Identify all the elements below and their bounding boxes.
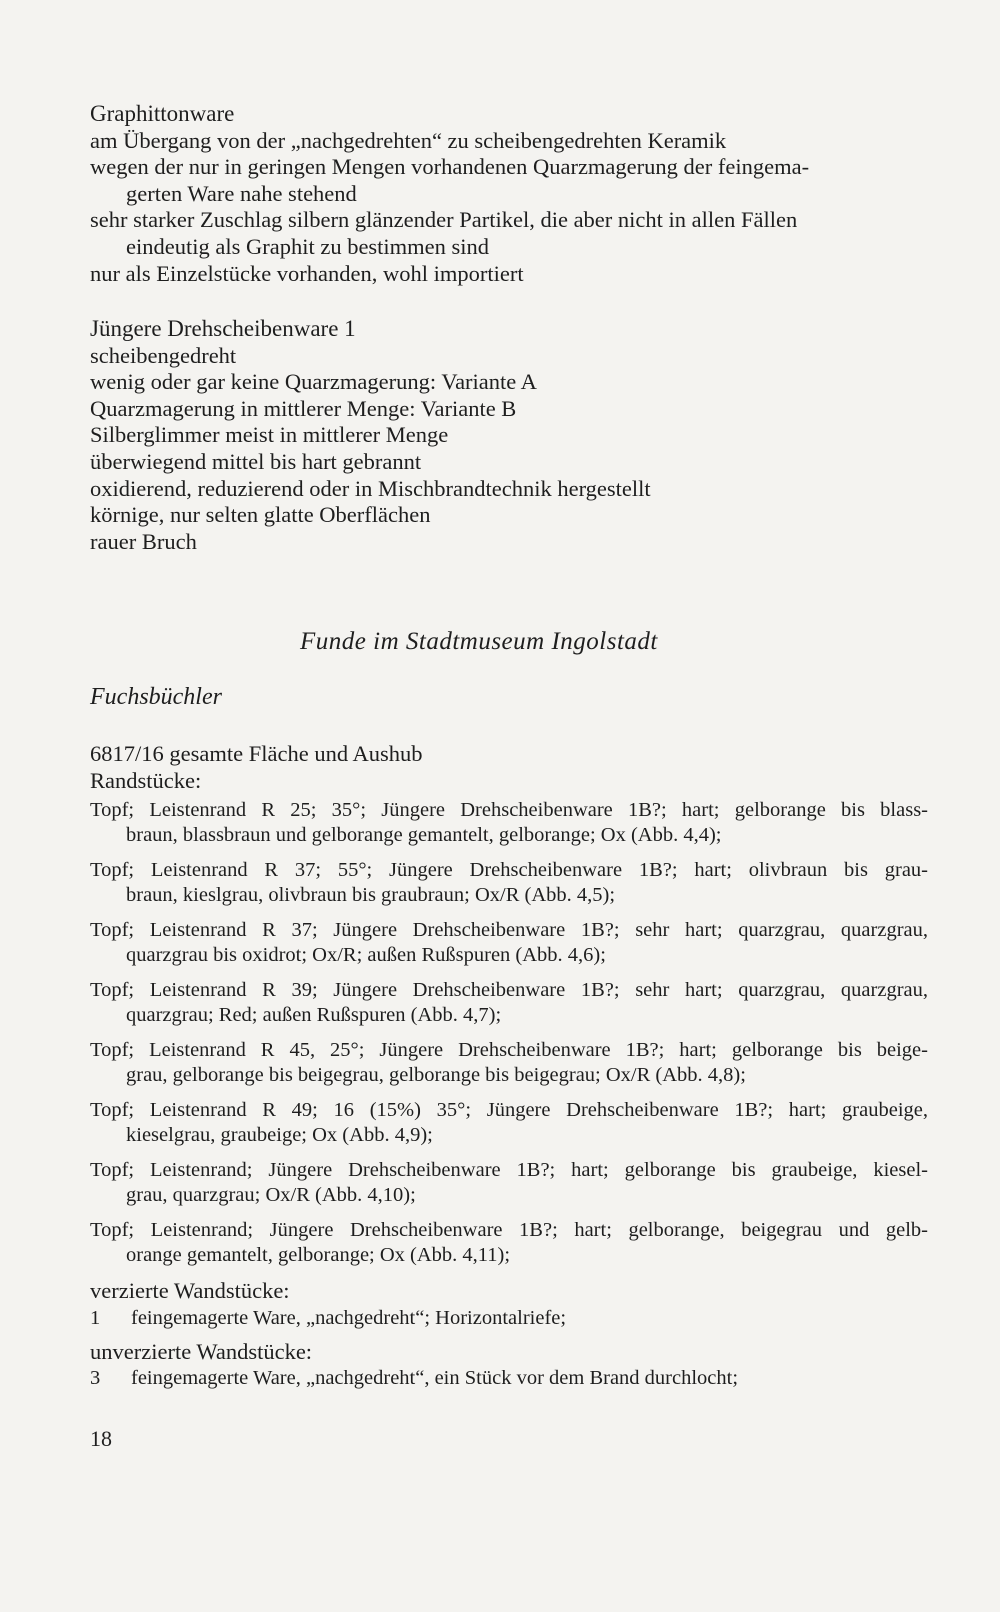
unverzierte-label: unverzierte Wandstücke: bbox=[90, 1338, 313, 1364]
unverzierte-item bbox=[90, 1365, 928, 1391]
verzierte-item bbox=[90, 1305, 928, 1331]
item-count: 3 bbox=[90, 1367, 101, 1390]
text-line: eindeutig als Graphit zu bestimmen sind bbox=[126, 233, 490, 259]
text-line: wegen der nur in geringen Mengen vorhandenen Quarzmagerung der feingema- bbox=[90, 154, 810, 180]
find-entry bbox=[90, 1218, 928, 1268]
entry-first-line: Topf; Leistenrand R 37; 55°; Jüngere Drehscheibenware 1B?; hart; olivbraun bis grau- bbox=[90, 859, 928, 882]
entry-continuation: orange gemantelt, gelborange; Ox (Abb. 4,11); bbox=[126, 1244, 511, 1267]
find-entry bbox=[90, 1038, 928, 1088]
section-heading: Jüngere Drehscheibenware 1 bbox=[90, 316, 356, 341]
item-text: feingemagerte Ware, „nachgedreht“; Horizontalriefe; bbox=[131, 1306, 567, 1329]
text-line: sehr starker Zuschlag silbern glänzender Partikel, die aber nicht in allen Fällen bbox=[90, 207, 798, 233]
finds-list bbox=[90, 741, 928, 1399]
entry-first-line: Topf; Leistenrand R 39; Jüngere Drehscheibenware 1B?; sehr hart; quarzgrau, quarzgrau, bbox=[90, 979, 928, 1002]
find-entry bbox=[90, 858, 928, 908]
text-line: Quarzmagerung in mittlerer Menge: Variante B bbox=[90, 395, 517, 421]
site-title: Fuchsbüchler bbox=[90, 684, 222, 710]
section-title: Funde im Stadtmuseum Ingolstadt bbox=[300, 628, 658, 655]
entry-first-line: Topf; Leistenrand; Jüngere Drehscheibenware 1B?; hart; gelborange, beigegrau und gelb- bbox=[90, 1219, 928, 1242]
drehscheibenware-section bbox=[90, 316, 930, 555]
text-line: gerten Ware nahe stehend bbox=[126, 180, 357, 206]
find-entry bbox=[90, 1098, 928, 1148]
verzierte-label: verzierte Wandstücke: bbox=[90, 1278, 290, 1304]
find-entry bbox=[90, 1158, 928, 1208]
entry-continuation: quarzgrau bis oxidrot; Ox/R; außen Rußspuren (Abb. 4,6); bbox=[126, 944, 606, 967]
find-header: 6817/16 gesamte Fläche und Aushub bbox=[90, 741, 423, 766]
entry-continuation: grau, quarzgrau; Ox/R (Abb. 4,10); bbox=[126, 1184, 416, 1207]
randstuecke-label: Randstücke: bbox=[90, 767, 202, 793]
entry-continuation: braun, blassbraun und gelborange gemantelt, gelborange; Ox (Abb. 4,4); bbox=[126, 824, 722, 847]
find-entry bbox=[90, 918, 928, 968]
entry-first-line: Topf; Leistenrand R 49; 16 (15%) 35°; Jüngere Drehscheibenware 1B?; hart; graubeige, bbox=[90, 1099, 928, 1122]
entry-continuation: braun, kieslgrau, olivbraun bis graubraun; Ox/R (Abb. 4,5); bbox=[126, 884, 616, 907]
entry-continuation: quarzgrau; Red; außen Rußspuren (Abb. 4,7); bbox=[126, 1004, 502, 1027]
text-line: oxidierend, reduzierend oder in Mischbrandtechnik hergestellt bbox=[90, 475, 651, 501]
text-line: nur als Einzelstücke vorhanden, wohl importiert bbox=[90, 260, 524, 286]
find-entry bbox=[90, 978, 928, 1028]
section-heading: Graphittonware bbox=[90, 101, 235, 126]
entry-continuation: grau, gelborange bis beigegrau, gelborange bis beigegrau; Ox/R (Abb. 4,8); bbox=[126, 1064, 746, 1087]
text-line: Silberglimmer meist in mittlerer Menge bbox=[90, 422, 449, 448]
page-number: 18 bbox=[90, 1426, 112, 1451]
entry-first-line: Topf; Leistenrand; Jüngere Drehscheibenware 1B?; hart; gelborange bis graubeige, kiesel- bbox=[90, 1159, 928, 1182]
text-line: körnige, nur selten glatte Oberflächen bbox=[90, 502, 431, 528]
entry-continuation: kieselgrau, graubeige; Ox (Abb. 4,9); bbox=[126, 1124, 433, 1147]
entry-first-line: Topf; Leistenrand R 45, 25°; Jüngere Drehscheibenware 1B?; hart; gelborange bis beige- bbox=[90, 1039, 928, 1062]
item-text: feingemagerte Ware, „nachgedreht“, ein Stück vor dem Brand durchlocht; bbox=[131, 1367, 739, 1390]
find-entry bbox=[90, 798, 928, 848]
text-line: am Übergang von der „nachgedrehten“ zu scheibengedrehten Keramik bbox=[90, 127, 727, 153]
item-count: 1 bbox=[90, 1306, 101, 1329]
entry-first-line: Topf; Leistenrand R 25; 35°; Jüngere Drehscheibenware 1B?; hart; gelborange bis blass- bbox=[90, 799, 928, 822]
text-line: wenig oder gar keine Quarzmagerung: Variante A bbox=[90, 369, 537, 395]
entry-first-line: Topf; Leistenrand R 37; Jüngere Drehscheibenware 1B?; sehr hart; quarzgrau, quarzgrau, bbox=[90, 919, 928, 942]
text-line: scheibengedreht bbox=[90, 342, 237, 368]
graphittonware-section bbox=[90, 101, 930, 287]
text-line: überwiegend mittel bis hart gebrannt bbox=[90, 448, 422, 474]
text-line: rauer Bruch bbox=[90, 528, 197, 554]
